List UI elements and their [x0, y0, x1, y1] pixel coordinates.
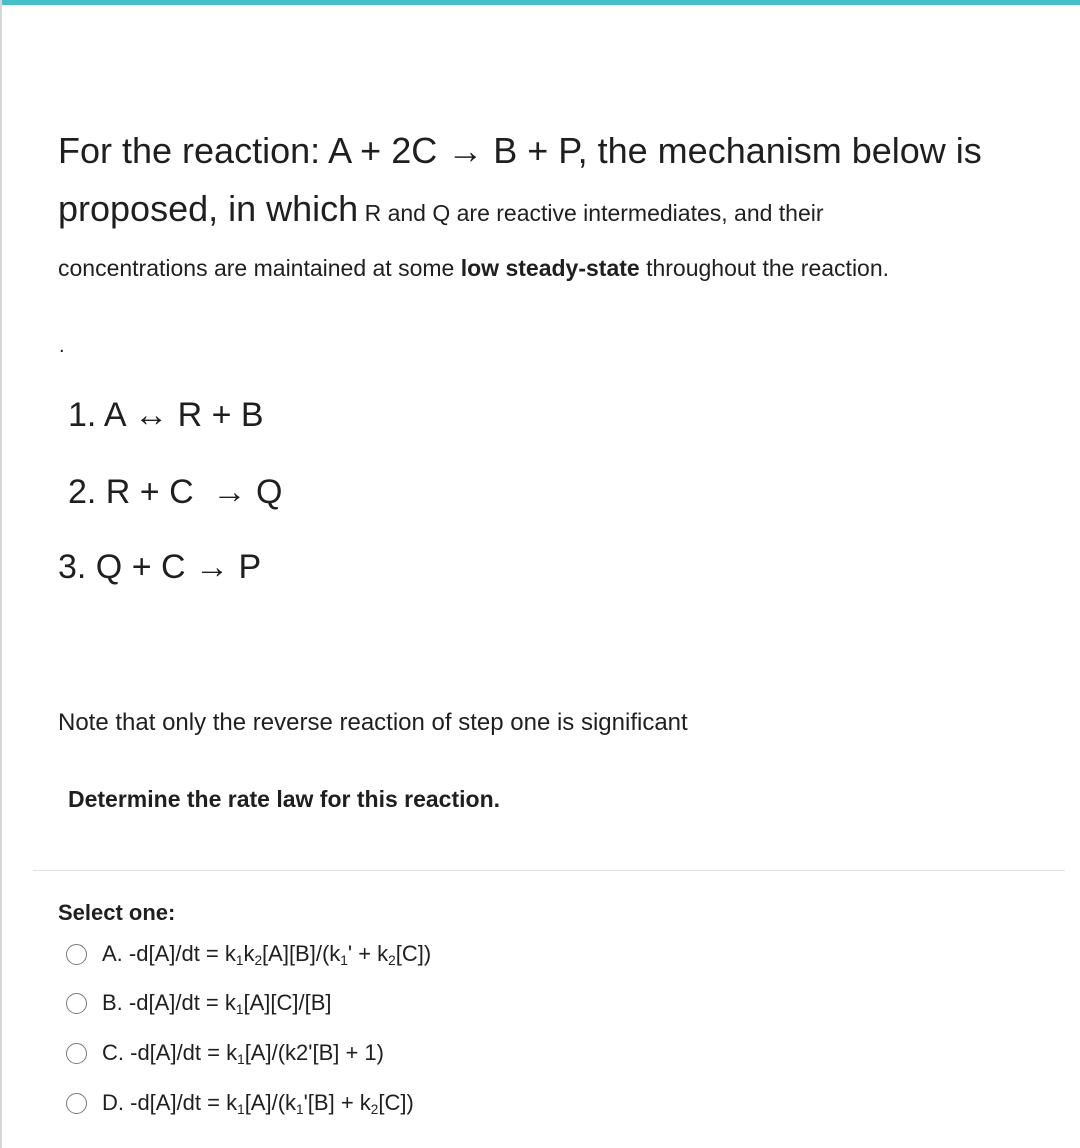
option-b-label: [102, 990, 332, 1016]
option-a-radio[interactable]: [66, 944, 87, 965]
option-a-part-5: [C]): [395, 941, 432, 966]
option-a-part-4: ' + k: [347, 941, 389, 966]
option-a-sub-1: 1: [235, 952, 244, 968]
note-text: Note that only the reverse reaction of step one is significant: [58, 709, 688, 736]
option-d-part-2: [A]/(k: [244, 1090, 297, 1115]
mechanism-step-2: 2. R + C → Q: [68, 473, 283, 511]
option-d-sub-1: 1: [237, 1101, 245, 1117]
option-d-sub-3: 2: [370, 1101, 379, 1117]
option-b-part-1: B. -d[A]/dt = k: [102, 990, 236, 1015]
stray-dot: .: [59, 335, 65, 357]
option-c-radio[interactable]: [66, 1043, 87, 1064]
mechanism-step-1: 1. A ↔ R + B: [68, 396, 264, 434]
option-d-part-1: D. -d[A]/dt = k: [102, 1090, 238, 1115]
top-accent-bar: [0, 0, 1080, 5]
option-d-sub-2: 1: [296, 1101, 304, 1117]
option-c[interactable]: [66, 1038, 384, 1068]
question-line-3-bold: low steady-state: [460, 255, 640, 281]
option-a-part-3: [A][B]/(k: [262, 941, 341, 966]
divider: [33, 870, 1065, 871]
question-line-2-small: R and Q are reactive intermediates, and their: [358, 200, 824, 226]
option-a[interactable]: [66, 939, 431, 969]
question-line-2-large: proposed, in which: [58, 188, 359, 229]
option-d[interactable]: [66, 1088, 414, 1118]
mechanism-step-3: 3. Q + C → P: [58, 548, 262, 586]
option-d-radio[interactable]: [66, 1093, 87, 1114]
option-a-label: [102, 941, 431, 967]
option-a-part-1: A. -d[A]/dt = k: [102, 941, 236, 966]
question-line-2: [58, 188, 824, 230]
option-c-part-2: [A]/(k2'[B] + 1): [244, 1040, 384, 1065]
instruction-text: Determine the rate law for this reaction.: [68, 786, 501, 812]
option-d-label: [102, 1090, 414, 1116]
option-b-sub-1: 1: [235, 1001, 244, 1017]
question-line-3-after: throughout the reaction.: [639, 255, 890, 281]
option-c-part-1: C. -d[A]/dt = k: [102, 1040, 238, 1065]
option-a-part-2: k: [243, 941, 255, 966]
option-c-label: [102, 1040, 384, 1066]
option-b[interactable]: [66, 988, 332, 1018]
left-border: [0, 0, 2, 1148]
option-d-part-4: [C]): [378, 1090, 414, 1115]
option-b-radio[interactable]: [66, 993, 87, 1014]
question-line-3: [58, 255, 889, 282]
question-line-1: For the reaction: A + 2C → B + P, the mechanism below is: [58, 130, 982, 171]
question-line-3-before: concentrations are maintained at some: [58, 255, 461, 281]
option-c-sub-1: 1: [237, 1051, 245, 1067]
option-a-sub-3: 1: [340, 952, 348, 968]
option-d-part-3: '[B] + k: [303, 1090, 371, 1115]
select-one-label: Select one:: [58, 900, 176, 925]
option-a-sub-4: 2: [388, 952, 396, 968]
option-b-part-2: [A][C]/[B]: [243, 990, 332, 1015]
option-a-sub-2: 2: [254, 952, 263, 968]
